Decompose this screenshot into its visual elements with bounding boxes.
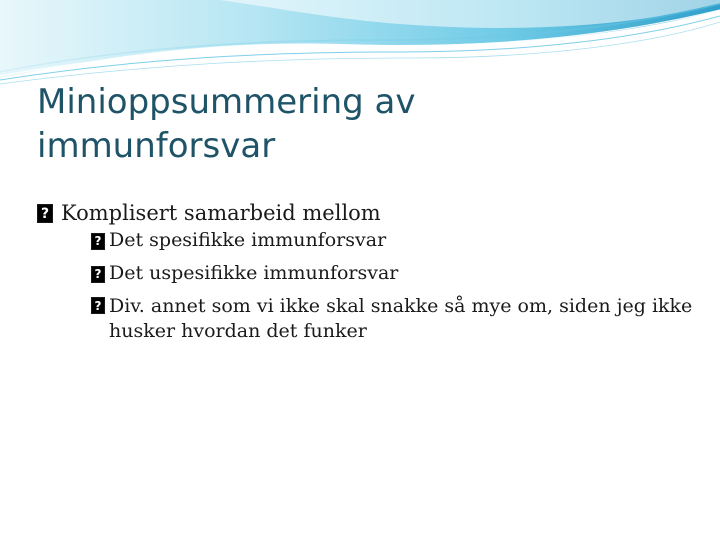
sub-bullet-unspecific — [91, 261, 697, 286]
bullet-main-text: Komplisert samarbeid mellom — [61, 201, 381, 225]
bullet-main — [37, 198, 697, 228]
slide-title-line-2: immunforsvar — [37, 126, 276, 166]
bullet-list — [37, 198, 697, 344]
missing-glyph-box-icon: ? — [91, 297, 105, 314]
header-wave-decoration — [0, 0, 720, 90]
sub-bullet-text: Det uspesifikke immunforsvar — [109, 262, 399, 284]
missing-glyph-box-icon: ? — [37, 204, 53, 223]
sub-bullet-text: Div. annet som vi ikke skal snakke så mye om, siden jeg ikke husker hvordan det funker — [109, 295, 693, 342]
sub-bullet-specific — [91, 228, 697, 253]
sub-bullet-text: Det spesifikke immunforsvar — [109, 229, 387, 251]
missing-glyph-box-icon: ? — [91, 233, 105, 250]
slide-title-line-1: Minioppsummering av — [37, 82, 416, 122]
slide-title — [37, 80, 677, 168]
sub-bullet-other — [91, 294, 697, 344]
missing-glyph-box-icon: ? — [91, 266, 105, 283]
